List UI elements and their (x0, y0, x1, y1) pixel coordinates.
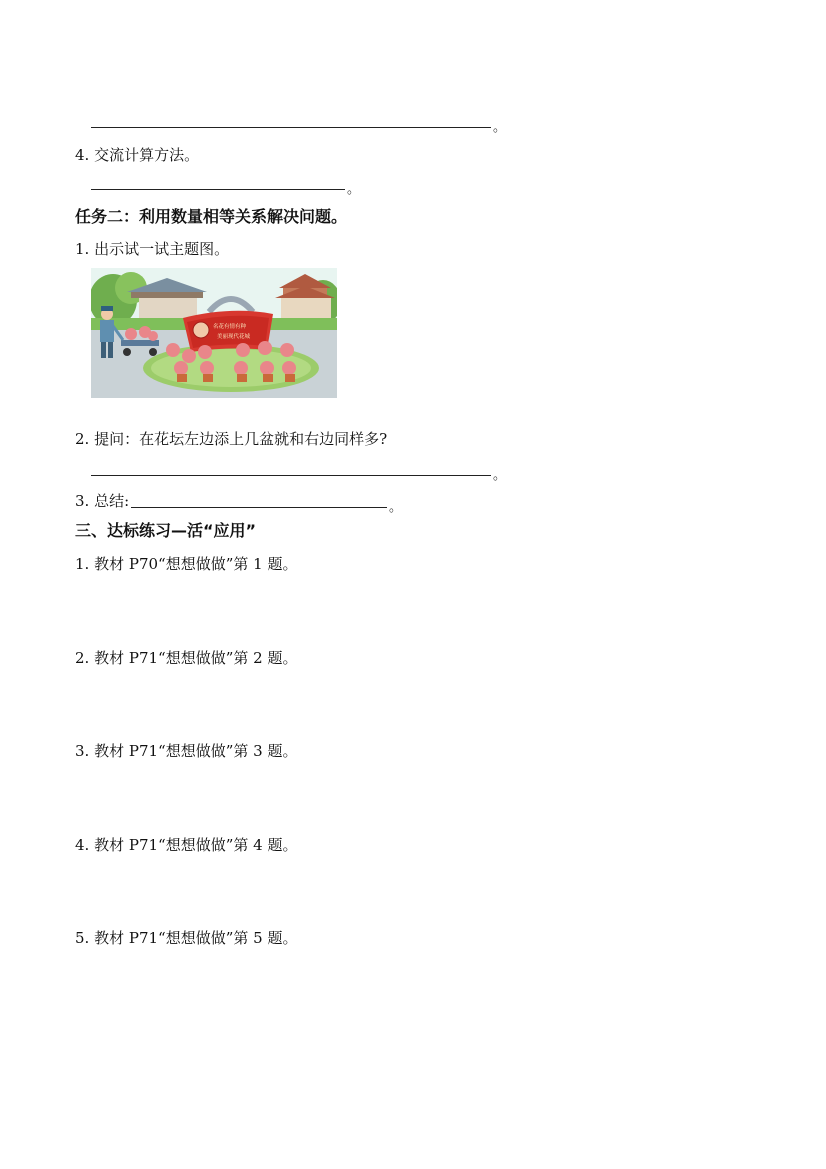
answer-line (91, 127, 491, 128)
period: 。 (493, 468, 507, 483)
task2-item-1: 1. 出示试一试主题图。 (75, 240, 230, 258)
flower-bed-illustration (91, 268, 337, 398)
sign-text-line1: 名花有情有种 (213, 324, 247, 330)
task2-item-3-label: 3. 总结: (75, 492, 130, 510)
period: 。 (347, 182, 361, 197)
task2-item-2: 2. 提问：在花坛左边添上几盆就和右边同样多? (75, 430, 388, 448)
exercise-3: 3. 教材 P71“想想做做”第 3 题。 (75, 742, 298, 760)
period: 。 (389, 500, 403, 515)
exercise-1: 1. 教材 P70“想想做做”第 1 题。 (75, 555, 298, 573)
exercise-2: 2. 教材 P71“想想做做”第 2 题。 (75, 649, 298, 667)
exercise-4: 4. 教材 P71“想想做做”第 4 题。 (75, 836, 298, 854)
task2-heading: 任务二：利用数量相等关系解决问题。 (75, 207, 348, 226)
answer-line (91, 475, 491, 476)
exercise-5: 5. 教材 P71“想想做做”第 5 题。 (75, 929, 298, 947)
answer-line (91, 189, 345, 190)
sign-text-line2: 美丽现代花城 (217, 334, 251, 340)
item-4: 4. 交流计算方法。 (75, 146, 200, 164)
answer-line (131, 507, 387, 508)
section3-heading: 三、达标练习—活“应用” (75, 521, 257, 540)
period: 。 (493, 120, 507, 135)
